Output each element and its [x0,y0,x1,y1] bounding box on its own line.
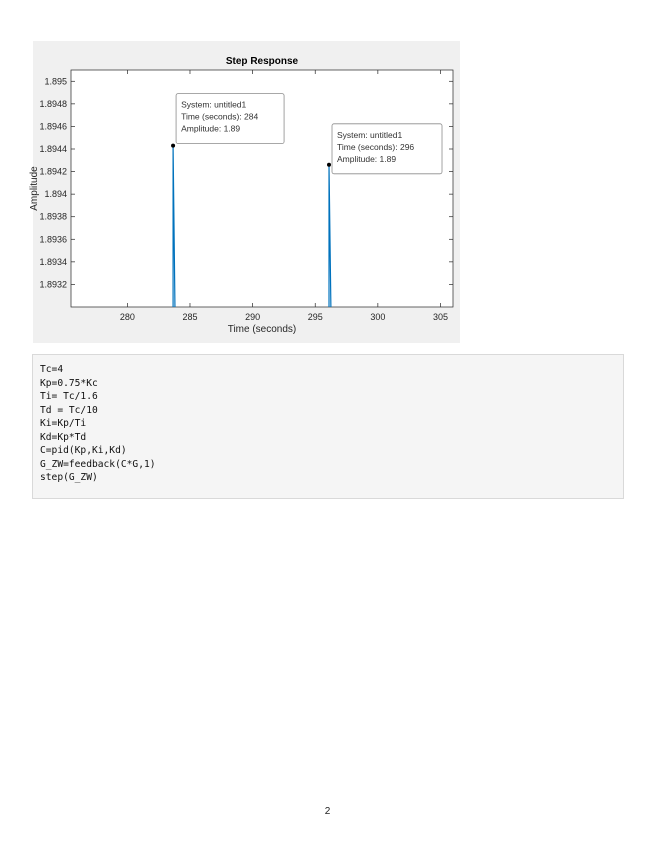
datatip-marker [171,144,175,148]
code-block [32,354,624,499]
code-line: Ti= Tc/1.6 [40,391,98,402]
x-tick-label: 280 [119,312,135,322]
y-tick-label: 1.8936 [39,234,67,245]
datatip-text: Time (seconds): 296 [337,141,415,152]
code-line: Td = Tc/10 [40,404,98,416]
x-tick-label: 295 [307,312,323,322]
code-line: Kd=Kp*Td [40,431,87,443]
step-response-figure [29,41,460,343]
code-line: C=pid(Kp,Ki,Kd) [40,445,127,456]
page-number: 2 [324,806,331,817]
step-response-chart [29,41,460,343]
chart-title: Step Response [225,56,299,67]
y-tick-label: 1.8942 [39,166,67,177]
datatip-text: Amplitude: 1.89 [181,123,241,134]
y-tick-label: 1.8934 [39,256,67,267]
y-tick-label: 1.894 [44,189,67,200]
y-axis-label: Amplitude [29,166,40,211]
x-tick-label: 285 [182,312,198,322]
x-axis-label: Time (seconds) [227,324,297,335]
x-tick-label: 290 [245,312,261,322]
y-tick-label: 1.895 [44,76,67,87]
code-line: Kp=0.75*Kc [40,377,98,389]
code-line: Ki=Kp/Ti [40,418,87,429]
y-tick-label: 1.8944 [39,144,67,154]
datatip-marker [327,163,331,167]
code-line: G_ZW=feedback(C*G,1) [40,458,156,470]
code-line: step(G_ZW) [40,472,98,483]
datatip-text: System: untitled1 [337,129,403,140]
datatip-text: Time (seconds): 284 [181,111,259,122]
y-tick-label: 1.8938 [39,211,67,222]
datatip-text: Amplitude: 1.89 [337,153,397,164]
y-tick-label: 1.8948 [39,98,67,109]
x-tick-label: 300 [370,312,386,322]
code-line: Tc=4 [40,364,64,375]
x-tick-label: 305 [432,312,448,322]
y-tick-label: 1.8946 [39,121,67,132]
y-tick-label: 1.8932 [39,279,67,290]
datatip-text: System: untitled1 [181,99,247,110]
